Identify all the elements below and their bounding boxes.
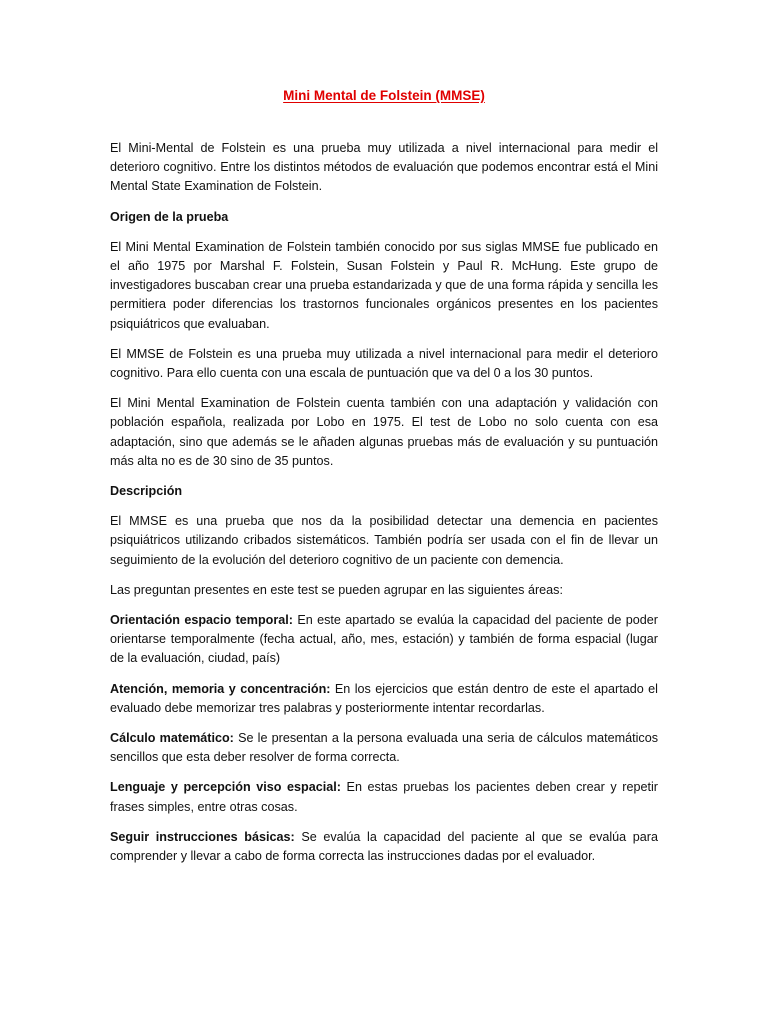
area-item — [110, 729, 658, 767]
area-text: En los ejercicios que están dentro de este el apartado el evaluado debe memorizar tres palabras y posteriormente intentar recordarlas. — [110, 681, 658, 715]
area-text: Se le presentan a la persona evaluada una seria de cálculos matemáticos sencillos que esta deber resolver de forma correcta. — [110, 731, 658, 765]
area-term: Seguir instrucciones básicas: — [110, 829, 295, 844]
area-item — [110, 828, 658, 866]
origin-paragraph-2: El MMSE de Folstein es una prueba muy utilizada a nivel internacional para medir el deterioro cognitivo. Para ello cuenta con una escala de puntuación que va del 0 a los 30 puntos. — [110, 346, 658, 381]
area-term: Orientación espacio temporal: — [110, 613, 293, 628]
area-item — [110, 611, 658, 669]
document-title: Mini Mental de Folstein (MMSE) — [283, 88, 485, 103]
section-heading-origin: Origen de la prueba — [110, 209, 229, 224]
area-text: En estas pruebas los pacientes deben crear y repetir frases simples, entre otras cosas. — [110, 780, 658, 814]
description-paragraph-2: Las preguntan presentes en este test se pueden agrupar en las siguientes áreas: — [110, 582, 563, 597]
area-term: Atención, memoria y concentración: — [110, 681, 331, 696]
intro-paragraph: El Mini-Mental de Folstein es una prueba muy utilizada a nivel internacional para medir el deterioro cognitivo. Entre los distintos métodos de evaluación que podemos encontrar está el Mini Mental State Examination de Folstein. — [110, 141, 658, 194]
area-item — [110, 680, 658, 718]
description-paragraph-1: El MMSE es una prueba que nos da la posibilidad detectar una demencia en pacientes psiquiátricos utilizando cribados sistemáticos. También podría ser usada con el fin de llevar un seguimiento de la evolución del deterioro cognitivo de un paciente con demencia. — [110, 514, 658, 567]
area-term: Lenguaje y percepción viso espacial: — [110, 780, 341, 795]
area-item — [110, 778, 658, 816]
origin-paragraph-1: El Mini Mental Examination de Folstein también conocido por sus siglas MMSE fue publicado en el año 1975 por Marshal F. Folstein, Susan Folstein y Paul R. McHung. Este grupo de investigadores buscaban crear una prueba estandarizada y que de una forma rápida y sencilla les permitiera poder diferencias los trastornos funcionales orgánicos presentes en los pacientes psiquiátricos que evaluaban. — [110, 239, 658, 331]
area-term: Cálculo matemático: — [110, 731, 234, 746]
origin-paragraph-3: El Mini Mental Examination de Folstein cuenta también con una adaptación y validación con población española, realizada por Lobo en 1975. El test de Lobo no solo cuenta con esa adaptación, sino que además se le añaden algunas pruebas más de evaluación y su puntuación más alta no es de 30 sino de 35 puntos. — [110, 396, 658, 468]
section-heading-description: Descripción — [110, 484, 183, 499]
area-text: Se evalúa la capacidad del paciente al que se evalúa para comprender y llevar a cabo de forma correcta las instrucciones dadas por el evaluador. — [110, 829, 658, 864]
area-text: En este apartado se evalúa la capacidad del paciente de poder orientarse temporalmente (fecha actual, año, mes, estación) y también de forma espacial (lugar de la evaluación, ciudad, país) — [110, 613, 658, 666]
document-body — [110, 139, 658, 877]
